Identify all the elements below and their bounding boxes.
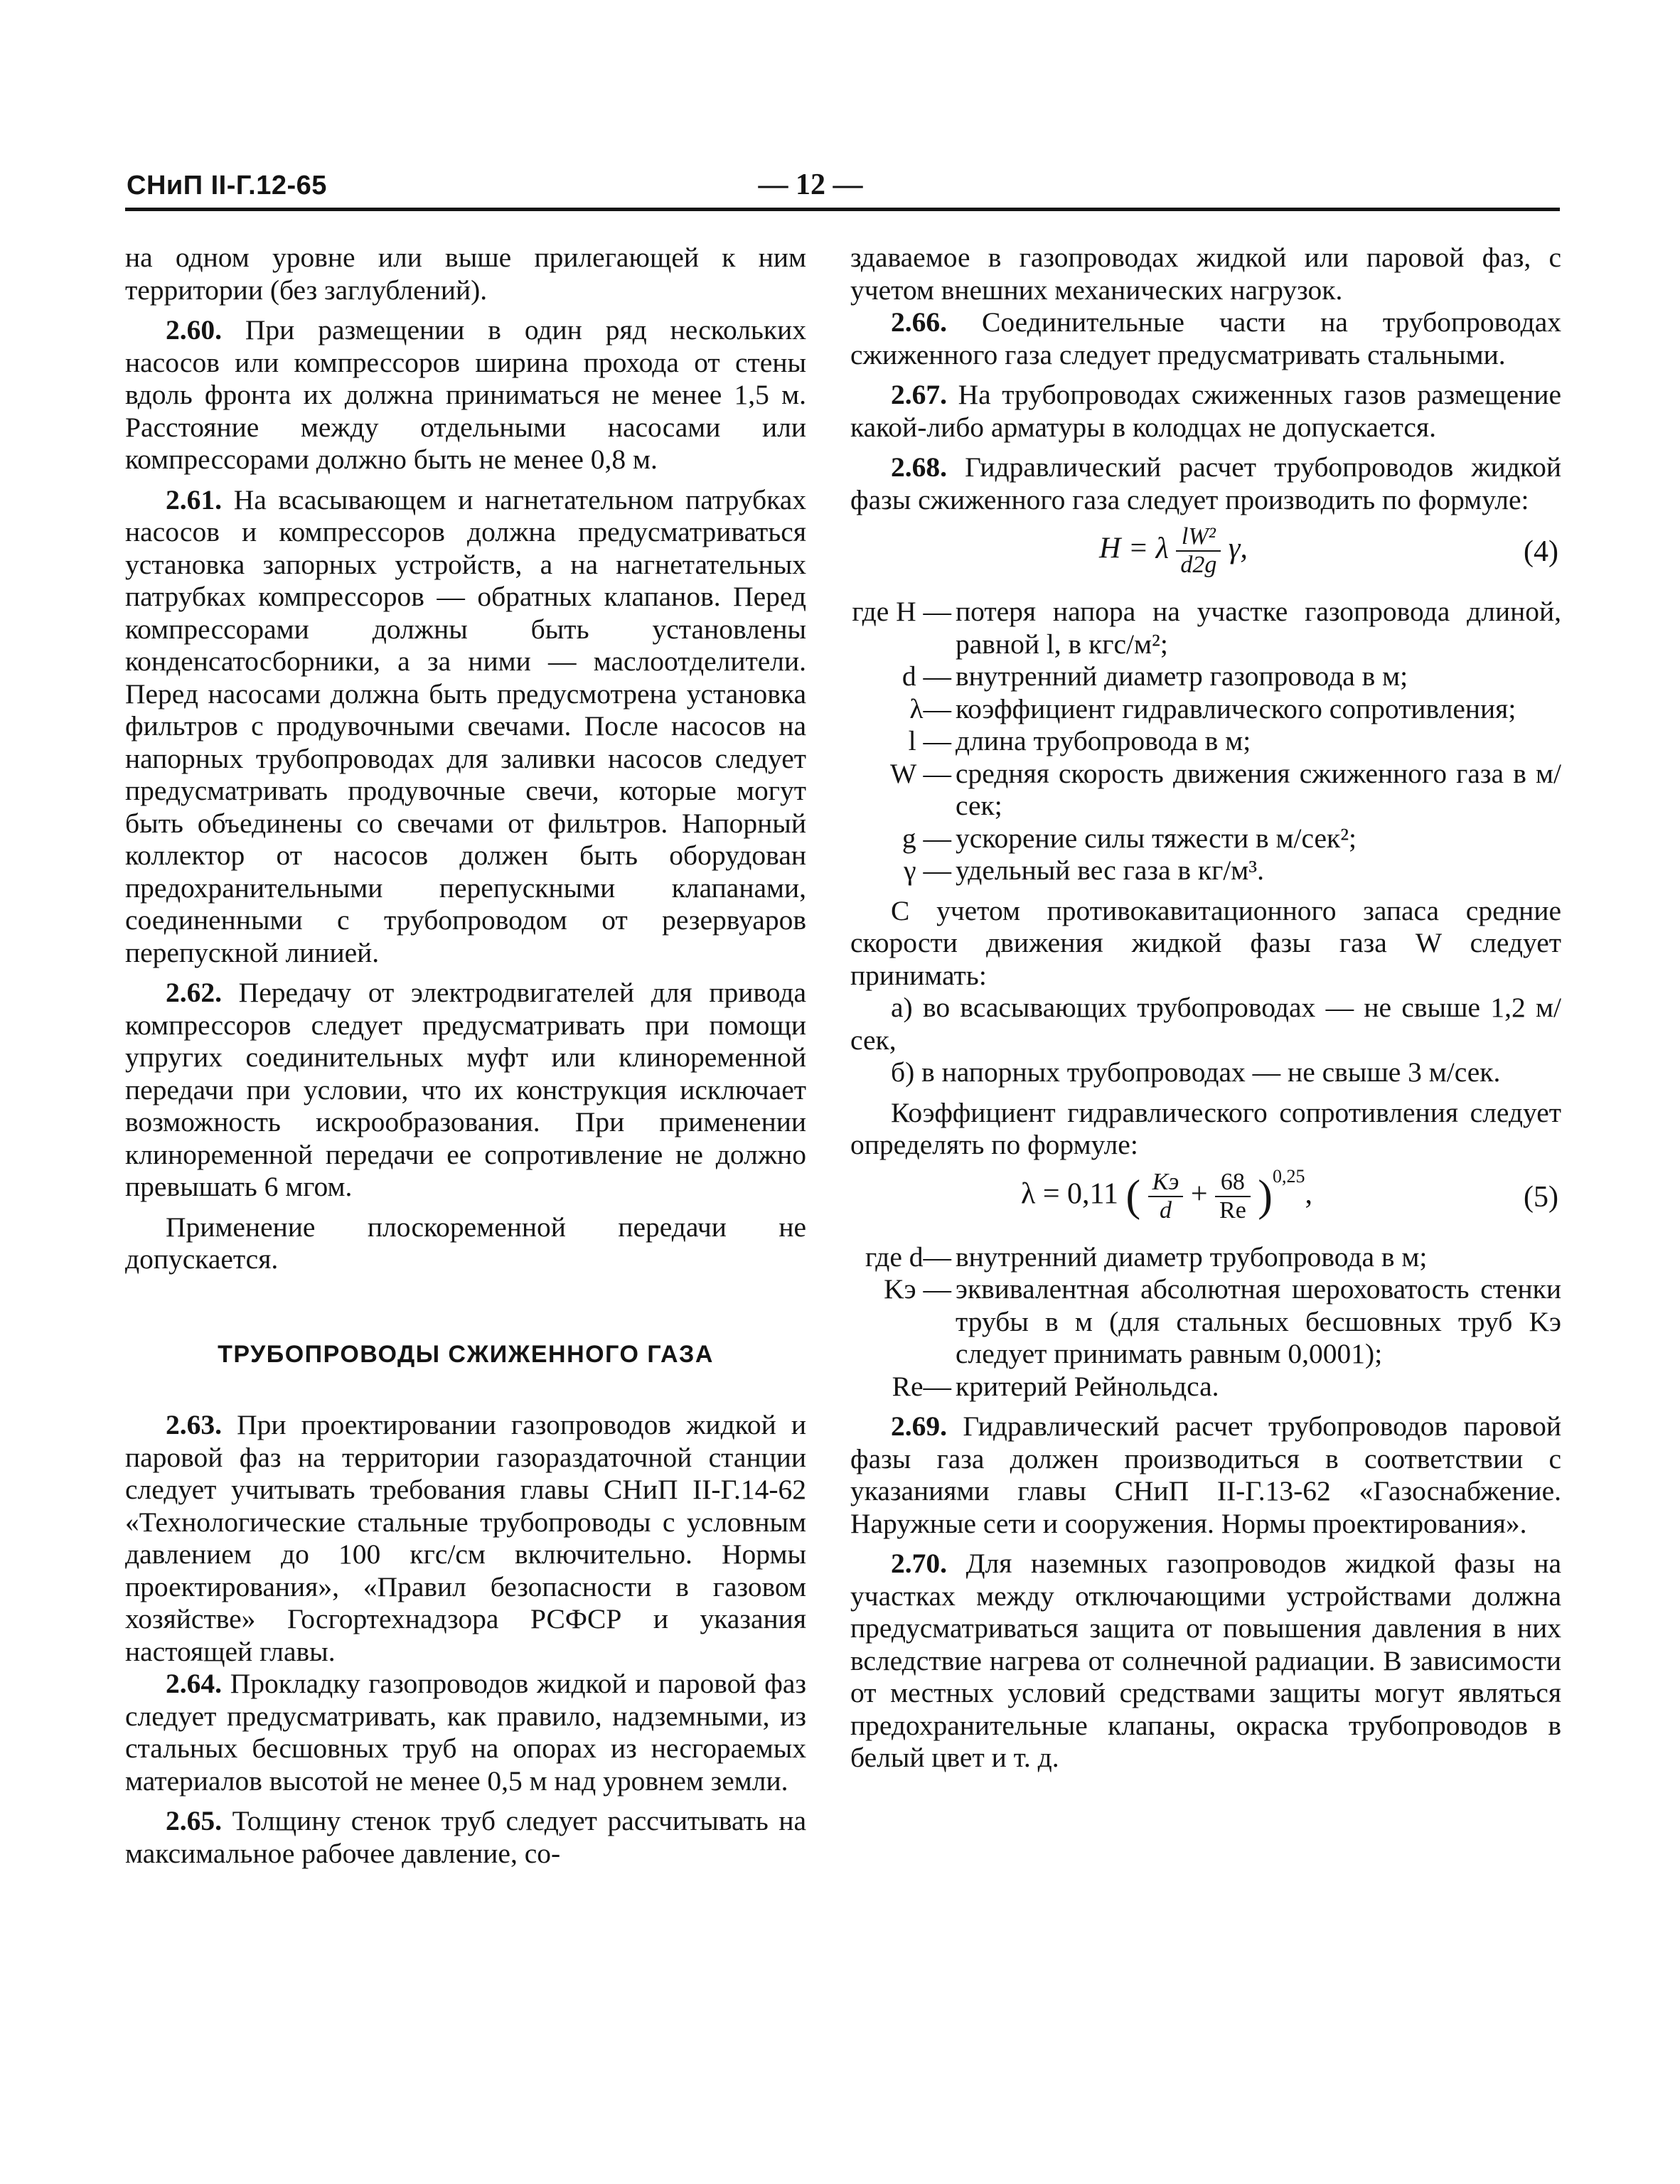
legend-symbol: λ— (909, 692, 951, 724)
right-column (850, 242, 1561, 1774)
legend-text: ускорение силы тяжести в м/сек²; (956, 822, 1357, 854)
velocity-intro: С учетом противокавитационного запаса средние скорости движения жидкой фазы газа W следует принимать: (850, 894, 1561, 991)
clause-number: 2.63. (166, 1409, 222, 1440)
legend-row (850, 693, 1561, 726)
legend-row (850, 758, 1561, 823)
clause-text: Гидравлический расчет трубопроводов жидкой фазы сжиженного газа следует производить по формуле: (850, 451, 1561, 515)
legend-symbol: g — (901, 822, 951, 854)
formula-lhs: λ = 0,11 (1021, 1177, 1118, 1211)
formula-fraction-1 (1148, 1169, 1184, 1224)
formula-number: (4) (1524, 535, 1558, 568)
header-rule (125, 208, 1560, 211)
fraction-numerator: 68 (1215, 1169, 1251, 1197)
legend-text: средняя скорость движения сжиженного газа в м/сек; (956, 757, 1561, 821)
clause-number: 2.67. (891, 379, 947, 410)
left-column (125, 242, 806, 1870)
clause-2-66 (850, 306, 1561, 371)
clause-2-64 (125, 1668, 806, 1797)
clause-text: На трубопроводах сжиженных газов размещение какой-либо арматуры в колодцах не допускается. (850, 379, 1561, 443)
legend-symbol: γ — (904, 855, 951, 886)
clause-number: 2.60. (166, 314, 222, 346)
continued-paragraph: на одном уровне или выше прилегающей к ним территории (без заглублений). (125, 242, 806, 306)
formula-lhs: H = λ (1099, 532, 1169, 565)
plus-sign: + (1190, 1177, 1208, 1211)
clause-number: 2.62. (166, 977, 222, 1008)
formula-5 (850, 1162, 1561, 1241)
clause-text: Передачу от электродвигателей для привода компрессоров следует предусматривать при помощи упругих соединительных муфт или клиноременной передачи при условии, что их конструкция исключает возможность искрообразования. При применении клиноременной передачи ее сопротивление не должно превышать 6 мгом. (125, 977, 806, 1202)
legend-row (850, 823, 1561, 855)
clause-2-69 (850, 1410, 1561, 1540)
legend-text: удельный вес газа в кг/м³. (956, 855, 1264, 886)
legend-symbol: где H — (852, 596, 951, 627)
clause-text: Прокладку газопроводов жидкой и паровой фаз следует предусматривать, как правило, надземными, из стальных бесшовных труб на опорах из несгораемых материалов высотой не менее 0,5 м над уровнем земли. (125, 1668, 806, 1797)
clause-number: 2.70. (891, 1548, 947, 1579)
velocity-item-b: б) в напорных трубопроводах — не свыше 3 м/сек. (891, 1056, 1501, 1088)
formula-5-expression: λ = 0,11 ( $\frac{Kэ}{d}$ + $\frac{68}{Re}$ )$^{0,25}$, (1021, 1166, 1312, 1224)
fraction-denominator: Re (1219, 1197, 1246, 1224)
clause-2-63 (125, 1409, 806, 1668)
clause-2-68 (850, 451, 1561, 516)
legend-row (850, 1273, 1561, 1371)
clause-text: Для наземных газопроводов жидкой фазы на участках между отключающими устройствами должна предусматриваться защита от повышения давления в них вследствие нагрева от солнечной радиации. В зависимости от местных условий средствами защиты могут являться предохранительные клапаны, окраска трубопроводов в белый цвет и т. д. (850, 1548, 1562, 1773)
fraction-denominator: d2g (1180, 552, 1217, 578)
clause-text: При проектировании газопроводов жидкой и паровой фаз на территории газораздаточной станции следует учитывать требования главы СНиП II-Г.14-62 «Технологические стальные трубопроводы с условным давлением до 100 кгс/см включительно. Нормы проектирования», «Правил безопасности в газовом хозяйстве» Госгортехнадзора РСФСР и указания настоящей главы. (125, 1409, 806, 1667)
formula-4-legend (850, 596, 1561, 887)
legend-row (850, 855, 1561, 887)
legend-text: эквивалентная абсолютная шероховатость стенки трубы в м (для стальных бесшовных труб Kэ следует принимать равным 0,0001); (956, 1273, 1561, 1369)
legend-text: внутренний диаметр газопровода в м; (956, 660, 1408, 692)
clause-number: 2.64. (166, 1668, 222, 1699)
legend-row (850, 1241, 1561, 1274)
legend-symbol: l — (908, 725, 951, 756)
left-parenthesis: ( (1125, 1171, 1141, 1220)
clause-text: На всасывающем и нагнетательном патрубках насосов и компрессоров должна предусматриваться установка запорных устройств, а на нагнетательных патрубках компрессоров — обратных клапанов. Перед компрессорами должны быть установлены конденсатосборники, а за ними — маслоотделители. Перед насосами должна быть предусмотрена установка фильтров с продувочными свечами. После насосов на напорных трубопроводах для заливки насосов следует предусматривать продувочные свечи, которые могут быть объединены со свечами от фильтров. Напорный коллектор от насосов должен быть оборудован предохранительными перепускными клапанами, соединенными с трубопроводом от резервуаров перепускной линией. (125, 483, 807, 968)
legend-row (850, 660, 1561, 693)
legend-symbol: где d— (865, 1241, 951, 1273)
clause-text: При размещении в один ряд нескольких насосов или компрессоров ширина прохода от стены вдоль фронта их должна приниматься не менее 1,5 м. Расстояние между отдельными насосами или компрессорами должно быть не менее 0,8 м. (125, 314, 806, 475)
legend-text: коэффициент гидравлического сопротивления; (956, 692, 1516, 724)
legend-text: длина трубопровода в м; (956, 725, 1251, 756)
formula-fraction-2 (1215, 1169, 1251, 1224)
right-parenthesis: ) (1258, 1171, 1273, 1220)
clause-number: 2.66. (891, 306, 947, 338)
formula-rhs: γ, (1228, 532, 1248, 565)
continued-paragraph: здаваемое в газопроводах жидкой или паровой фаз, с учетом внешних механических нагрузок. (850, 242, 1561, 306)
fraction-numerator: Kэ (1148, 1169, 1184, 1197)
formula-4-expression (1099, 523, 1248, 579)
fraction-denominator: d (1159, 1197, 1172, 1224)
legend-symbol: Re— (892, 1370, 951, 1402)
section-title: ТРУБОПРОВОДЫ СЖИЖЕННОГО ГАЗА (218, 1340, 714, 1368)
formula-4 (850, 516, 1561, 596)
legend-text: внутренний диаметр трубопровода в м; (956, 1241, 1428, 1273)
fraction-numerator: lW² (1176, 523, 1221, 552)
document-code: СНиП II-Г.12-65 (127, 171, 327, 200)
velocity-item-a: а) во всасывающих трубопроводах — не свыше 1,2 м/сек, (850, 992, 1561, 1056)
clause-number: 2.61. (166, 483, 222, 515)
formula-fraction (1176, 523, 1221, 579)
legend-symbol: Kэ — (884, 1273, 951, 1305)
legend-text: потеря напора на участке газопровода длиной, равной l, в кгс/м²; (956, 596, 1561, 660)
clause-2-62 (125, 977, 806, 1204)
legend-symbol: d — (901, 660, 951, 692)
legend-row (850, 1371, 1561, 1403)
coefficient-intro: Коэффициент гидравлического сопротивления следует определять по формуле: (850, 1096, 1561, 1160)
clause-2-61 (125, 484, 806, 970)
clause-number: 2.69. (891, 1410, 947, 1442)
clause-number: 2.65. (166, 1805, 222, 1836)
legend-symbol: W — (890, 757, 951, 789)
legend-row (850, 725, 1561, 758)
page-number: — 12 — (758, 168, 863, 201)
clause-2-62-note: Применение плоскоременной передачи не допускается. (125, 1211, 806, 1275)
clause-text: Соединительные части на трубопроводах сжиженного газа следует предусматривать стальными. (850, 306, 1561, 370)
clause-text: Толщину стенок труб следует рассчитывать на максимальное рабочее давление, со- (125, 1805, 806, 1869)
formula-5-legend (850, 1241, 1561, 1403)
clause-text: Гидравлический расчет трубопроводов паровой фазы газа должен производиться в соответствии с указаниями главы СНиП II-Г.13-62 «Газоснабжение. Наружные сети и сооружения. Нормы проектирования». (850, 1410, 1562, 1539)
clause-number: 2.68. (891, 451, 947, 483)
clause-2-65 (125, 1805, 806, 1870)
formula-number: (5) (1524, 1180, 1558, 1214)
clause-2-67 (850, 379, 1561, 444)
formula-exponent: 0,25 (1272, 1166, 1305, 1187)
clause-2-60 (125, 314, 806, 476)
legend-row (850, 596, 1561, 660)
legend-text: критерий Рейнольдса. (956, 1370, 1219, 1402)
clause-2-70 (850, 1548, 1561, 1774)
